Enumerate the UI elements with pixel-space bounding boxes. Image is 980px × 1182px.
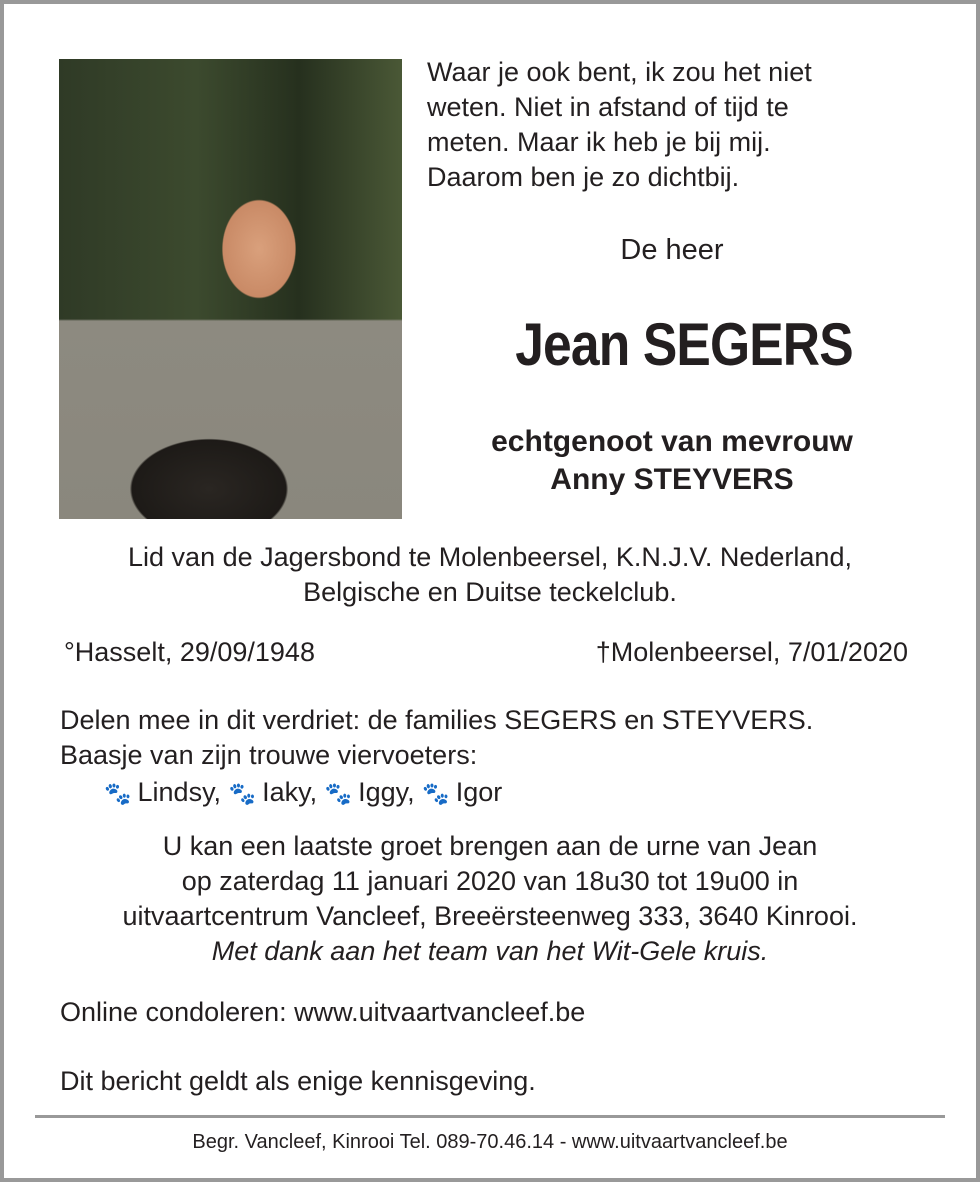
notice: Dit bericht geldt als enige kennisgeving. [60, 1066, 536, 1096]
portrait-photo [59, 59, 402, 519]
death-info: †Molenbeersel, 7/01/2020 [595, 637, 908, 667]
farewell-line: uitvaartcentrum Vancleef, Breeërsteenweg 333, 3640 Kinrooi. [122, 901, 858, 931]
paw-icon: 🐾 [104, 781, 132, 806]
spouse-name: Anny STEYVERS [550, 463, 794, 496]
family [60, 703, 813, 773]
birth-info: °Hasselt, 29/09/1948 [64, 637, 315, 667]
spouse-line: echtgenoot van mevrouw [491, 425, 853, 458]
divider [35, 1115, 945, 1118]
thanks: Met dank aan het team van het Wit-Gele kruis. [211, 936, 769, 966]
pet-name: Igor [455, 777, 503, 807]
pets-list [104, 775, 502, 811]
poem-line: Daarom ben je zo dichtbij. [427, 162, 740, 192]
poem [427, 55, 812, 195]
membership-line: Belgische en Duitse teckelclub. [303, 577, 677, 607]
spouse [422, 423, 922, 499]
poem-line: Waar je ook bent, ik zou het niet [427, 57, 812, 87]
title: De heer [620, 234, 724, 266]
poem-line: meten. Maar ik heb je bij mij. [427, 127, 771, 157]
family-line: Baasje van zijn trouwe viervoeters: [60, 740, 478, 770]
deceased-name: Jean SEGERS [515, 311, 853, 378]
pet-name: Lindsy, [137, 777, 222, 807]
footer: Begr. Vancleef, Kinrooi Tel. 089-70.46.14 - www.uitvaartvancleef.be [192, 1131, 788, 1153]
farewell-line: op zaterdag 11 januari 2020 van 18u30 tot 19u00 in [181, 866, 799, 896]
paw-icon: 🐾 [422, 781, 450, 806]
pet-name: Iaky, [262, 777, 318, 807]
paw-icon: 🐾 [324, 781, 353, 806]
paw-icon: 🐾 [228, 781, 256, 806]
farewell [0, 829, 980, 969]
membership [0, 540, 980, 610]
farewell-line: U kan een laatste groet brengen aan de urne van Jean [162, 831, 818, 861]
membership-line: Lid van de Jagersbond te Molenbeersel, K.N.J.V. Nederland, [128, 542, 852, 572]
pet-name: Iggy, [358, 777, 415, 807]
family-line: Delen mee in dit verdriet: de families SEGERS en STEYVERS. [60, 705, 814, 735]
online-condolences: Online condoleren: www.uitvaartvancleef.be [60, 997, 586, 1027]
poem-line: weten. Niet in afstand of tijd te [427, 92, 789, 122]
